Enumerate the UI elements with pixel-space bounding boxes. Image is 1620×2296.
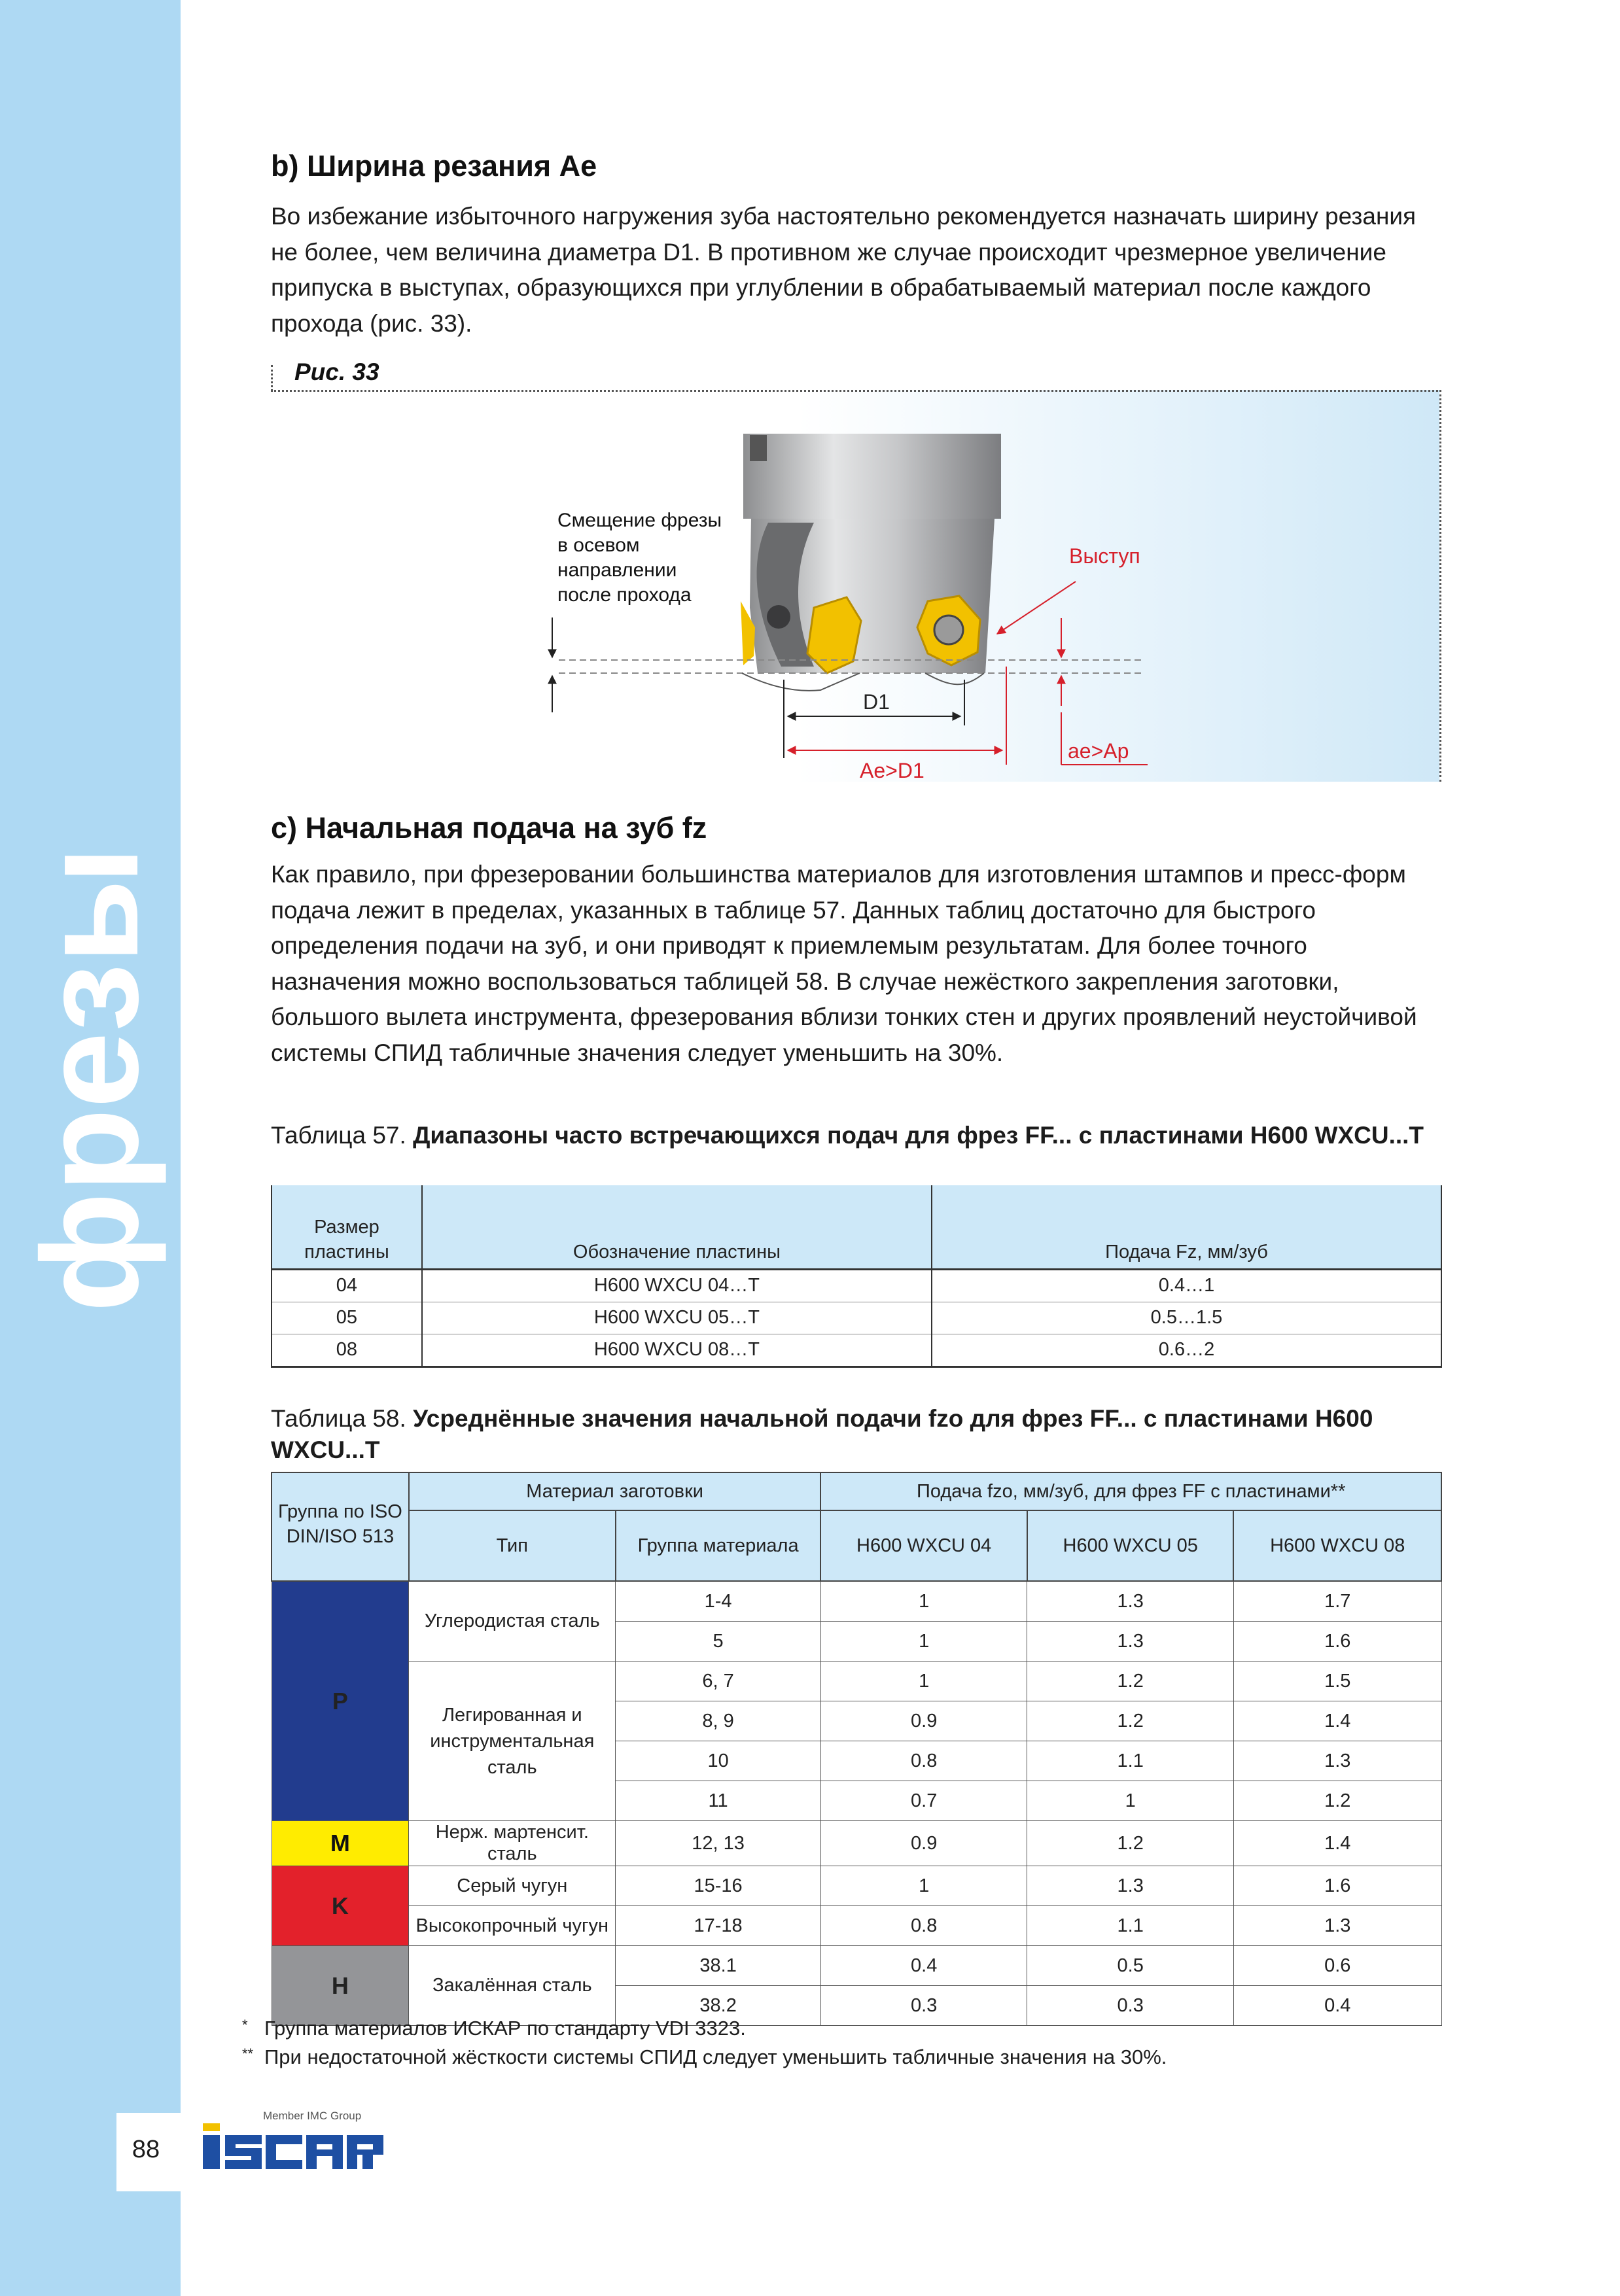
screw-hole [767, 605, 790, 629]
table-row: 08 H600 WXCU 08…T 0.6…2 [272, 1334, 1441, 1366]
page-number: 88 [132, 2136, 160, 2163]
footnote-2: ** При недостаточной жёсткости системы СПИД следует уменьшить табличные значения на 30%. [242, 2045, 1167, 2068]
col-header-designation: Обозначение пластины [422, 1185, 932, 1269]
table-row: K Серый чугун 15-16 1 1.3 1.6 [272, 1866, 1441, 1906]
insert-screw [934, 616, 963, 644]
table-row: 10 0.8 1.1 1.3 [272, 1741, 1441, 1781]
figure-33 [271, 390, 1441, 782]
sidebar-band [0, 0, 181, 2296]
table-row: P Углеродистая сталь 1-4 1 1.3 1.7 [272, 1581, 1441, 1622]
table-row: 11 0.7 1 1.2 [272, 1781, 1441, 1821]
section-b-paragraph: Во избежание избыточного нагружения зуба настоятельно рекомендуется назначать ширину резания не более, чем величина диаметра D1. В противном же случае происходит чрезмерное увеличение припуска в выступах, образующихся при углублении в обрабатываемый материал после каждого прохода (рис. 33). [271, 203, 1417, 337]
svg-text:после прохода: после прохода [557, 584, 692, 606]
table57-caption: Таблица 57. Диапазоны часто встречающихся подач для фрез FF... с пластинами H600 WXCU...T [271, 1122, 1424, 1149]
svg-text:направлении: направлении [557, 559, 677, 581]
table-row: 38.2 0.3 0.3 0.4 [272, 1986, 1441, 2026]
material-type: Углеродистая сталь [409, 1581, 616, 1661]
col-header-h600-05: H600 WXCU 05 [1027, 1510, 1234, 1581]
logo-tagline: Member IMC Group [263, 2110, 362, 2122]
section-b-heading: b) Ширина резания Ae [271, 149, 597, 183]
callout-left [557, 510, 722, 606]
material-type: Высокопрочный чугун [409, 1906, 616, 1946]
material-type: Закалённая сталь [409, 1946, 616, 2026]
insert-left [807, 597, 861, 673]
iso-group-k: K [272, 1866, 409, 1946]
dim-ap: ae>Ap [1068, 739, 1129, 763]
table-57 [271, 1185, 1442, 1368]
table-row: Высокопрочный чугун 17-18 0.8 1.1 1.3 [272, 1906, 1441, 1946]
table58-caption: Таблица 58. Усреднённые значения начальной подачи fzo для фрез FF... с пластинами H600 WXCU...T [271, 1405, 1373, 1463]
col-header-material-group: Группа материала [616, 1510, 821, 1581]
col-header-feed: Подача Fz, мм/зуб [932, 1185, 1441, 1269]
dim-d1: D1 [863, 690, 890, 714]
figure-label: Рис. 33 [294, 358, 379, 385]
table-row: H Закалённая сталь 38.1 0.4 0.5 0.6 [272, 1946, 1441, 1986]
callout-protrusion: Выступ [1069, 544, 1140, 568]
table-row: 04 H600 WXCU 04…T 0.4…1 [272, 1269, 1441, 1302]
iso-group-p: P [272, 1581, 409, 1821]
logo-wordmark [203, 2123, 383, 2169]
col-header-h600-04: H600 WXCU 04 [820, 1510, 1027, 1581]
material-type: Легированная и инструментальная сталь [409, 1661, 616, 1821]
table-row: 5 1 1.3 1.6 [272, 1622, 1441, 1661]
table-row: 05 H600 WXCU 05…T 0.5…1.5 [272, 1302, 1441, 1334]
col-header-size: Размер пластины [272, 1185, 422, 1269]
svg-text:Смещение фрезы: Смещение фрезы [557, 510, 722, 531]
table-row: 8, 9 0.9 1.2 1.4 [272, 1701, 1441, 1741]
material-type: Серый чугун [409, 1866, 616, 1906]
section-c-heading: c) Начальная подача на зуб fz [271, 811, 707, 844]
table-row: M Нерж. мартенсит. сталь 12, 13 0.9 1.2 1.4 [272, 1821, 1441, 1866]
section-title-vertical: фрезы [13, 846, 167, 1313]
col-header-h600-08: H600 WXCU 08 [1233, 1510, 1441, 1581]
cutter-shank [743, 434, 1001, 519]
section-c-paragraph: Как правило, при фрезеровании большинства материалов для изготовления штампов и пресс-форм подача лежит в пределах, указанных в таблице 57. Данных таблиц достаточно для быстрого определения подачи на зуб, и они приводят к приемлемым результатам. Для более точного назначения можно воспользоваться таблицей 58. В случае нежёсткого закрепления заготовки, большого вылета инструмента, фрезерования вблизи тонких стен и других проявлений неустойчивой системы СПИД табличные значения следует уменьшить на 30%. [271, 861, 1417, 1066]
iscar-logo [191, 2105, 400, 2178]
material-type: Нерж. мартенсит. сталь [409, 1821, 616, 1866]
col-header-iso-group: Группа по ISO DIN/ISO 513 [272, 1472, 409, 1581]
col-header-material: Материал заготовки [409, 1472, 821, 1510]
iso-group-m: M [272, 1821, 409, 1866]
milling-diagram [271, 392, 1439, 782]
drive-slot [750, 435, 767, 461]
col-header-feed: Подача fzo, мм/зуб, для фрез FF с пластинами** [820, 1472, 1441, 1510]
iso-group-h: H [272, 1946, 409, 2026]
svg-text:в осевом: в осевом [557, 534, 640, 556]
col-header-type: Тип [409, 1510, 616, 1581]
table-row: Легированная и инструментальная сталь 6, 7 1 1.2 1.5 [272, 1661, 1441, 1701]
table-58 [271, 1472, 1442, 2026]
dim-ae: Ae>D1 [860, 759, 924, 782]
footnote-1: * Группа материалов ИСКАР по стандарту VDI 3323. [242, 2017, 746, 2040]
